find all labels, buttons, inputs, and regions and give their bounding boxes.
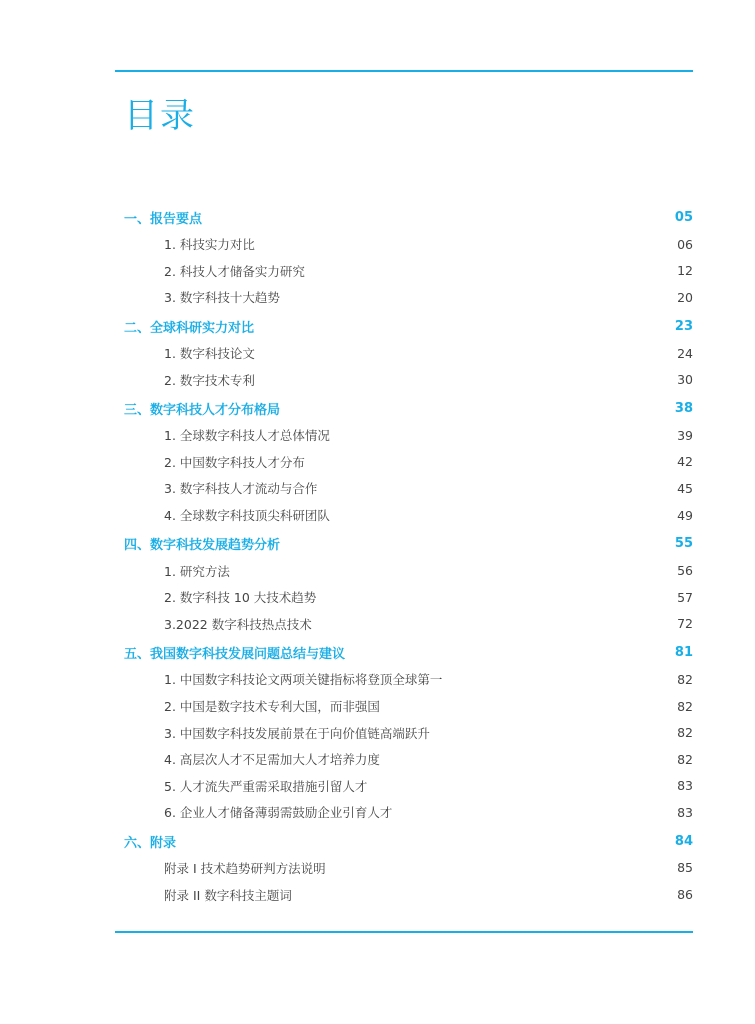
toc-entry[interactable]: [124, 799, 693, 826]
entry-label: 3.2022 数字科技热点技术: [164, 616, 312, 632]
toc-section-heading[interactable]: [124, 828, 693, 855]
toc-entry[interactable]: [124, 284, 693, 311]
toc-entry[interactable]: [124, 611, 693, 638]
entry-page-number: 82: [677, 698, 693, 714]
bottom-rule: [115, 931, 693, 933]
toc-entry[interactable]: [124, 666, 693, 693]
entry-page-number: 30: [677, 372, 693, 388]
section-page-number: 23: [674, 318, 693, 334]
table-of-contents: [124, 204, 693, 910]
toc-section-heading[interactable]: [124, 530, 693, 557]
toc-entry[interactable]: [124, 340, 693, 367]
section-page-number: 05: [674, 210, 693, 225]
toc-entry[interactable]: [124, 746, 693, 773]
entry-label: 附录 I 技术趋势研判方法说明: [164, 860, 326, 876]
entry-label: 3. 数字科技人才流动与合作: [164, 481, 318, 497]
toc-entry[interactable]: [124, 719, 693, 746]
entry-page-number: 82: [677, 671, 693, 687]
entry-page-number: 72: [677, 616, 693, 632]
entry-label: 1. 全球数字科技人才总体情况: [164, 428, 330, 444]
toc-entry[interactable]: [124, 366, 693, 393]
entry-label: 3. 中国数字科技发展前景在于向价值链高端跃升: [164, 725, 430, 741]
page-title: 目录: [124, 96, 196, 136]
section-page-number: 38: [674, 400, 693, 416]
toc-entry[interactable]: [124, 422, 693, 449]
entry-label: 1. 数字科技论文: [164, 346, 255, 362]
section-label: 二、全球科研实力对比: [124, 320, 255, 336]
entry-label: 1. 中国数字科技论文两项关键指标将登顶全球第一: [164, 672, 443, 688]
toc-entry[interactable]: [124, 584, 693, 611]
entry-label: 2. 数字科技 10 大技术趋势: [164, 590, 317, 606]
entry-page-number: 24: [677, 345, 693, 361]
entry-page-number: 56: [677, 563, 693, 579]
entry-page-number: 20: [677, 289, 693, 305]
toc-entry[interactable]: [124, 449, 693, 476]
section-label: 五、我国数字科技发展问题总结与建议: [124, 647, 346, 663]
entry-page-number: 12: [677, 263, 693, 279]
entry-page-number: 86: [677, 887, 693, 903]
entry-page-number: 42: [677, 454, 693, 470]
toc-entry[interactable]: [124, 773, 693, 800]
section-label: 一、报告要点: [124, 212, 203, 227]
entry-page-number: 82: [677, 751, 693, 767]
toc-section-heading[interactable]: [124, 639, 693, 666]
entry-label: 2. 科技人才储备实力研究: [164, 263, 305, 279]
toc-section: [124, 313, 693, 393]
entry-label: 附录 II 数字科技主题词: [164, 887, 292, 903]
entry-label: 4. 全球数字科技顶尖科研团队: [164, 508, 330, 524]
entry-page-number: 83: [677, 804, 693, 820]
section-page-number: 84: [674, 833, 693, 849]
entry-page-number: 49: [677, 507, 693, 523]
toc-section: [124, 639, 693, 826]
entry-label: 2. 数字技术专利: [164, 372, 255, 388]
entry-page-number: 39: [677, 427, 693, 443]
section-label: 六、附录: [124, 835, 177, 851]
top-rule: [115, 70, 693, 72]
toc-section: [124, 828, 693, 908]
entry-label: 2. 中国是数字技术专利大国，而非强国: [164, 699, 380, 715]
section-label: 三、数字科技人才分布格局: [124, 402, 281, 418]
toc-entry[interactable]: [124, 693, 693, 720]
entry-label: 4. 高层次人才不足需加大人才培养力度: [164, 752, 380, 768]
entry-page-number: 82: [677, 725, 693, 741]
toc-entry[interactable]: [124, 258, 693, 285]
toc-section-heading[interactable]: [124, 204, 693, 231]
toc-entry[interactable]: [124, 855, 693, 882]
entry-page-number: 45: [677, 480, 693, 496]
entry-label: 1. 科技实力对比: [164, 237, 255, 253]
entry-label: 1. 研究方法: [164, 563, 230, 579]
section-label: 四、数字科技发展趋势分析: [124, 538, 281, 554]
entry-page-number: 85: [677, 860, 693, 876]
toc-section: [124, 530, 693, 637]
entry-label: 6. 企业人才储备薄弱需鼓励企业引育人才: [164, 805, 393, 821]
toc-entry[interactable]: [124, 231, 693, 258]
toc-section: [124, 395, 693, 528]
section-page-number: 55: [674, 536, 693, 552]
toc-section-heading[interactable]: [124, 395, 693, 422]
toc-section: [124, 204, 693, 311]
entry-page-number: 83: [677, 778, 693, 794]
entry-label: 5. 人才流失严重需采取措施引留人才: [164, 778, 368, 794]
toc-entry[interactable]: [124, 881, 693, 908]
toc-section-heading[interactable]: [124, 313, 693, 340]
section-page-number: 81: [674, 645, 693, 661]
entry-label: 3. 数字科技十大趋势: [164, 290, 280, 306]
toc-entry[interactable]: [124, 557, 693, 584]
entry-page-number: 06: [677, 236, 693, 252]
toc-entry[interactable]: [124, 475, 693, 502]
toc-entry[interactable]: [124, 502, 693, 529]
entry-page-number: 57: [677, 589, 693, 605]
entry-label: 2. 中国数字科技人才分布: [164, 454, 305, 470]
